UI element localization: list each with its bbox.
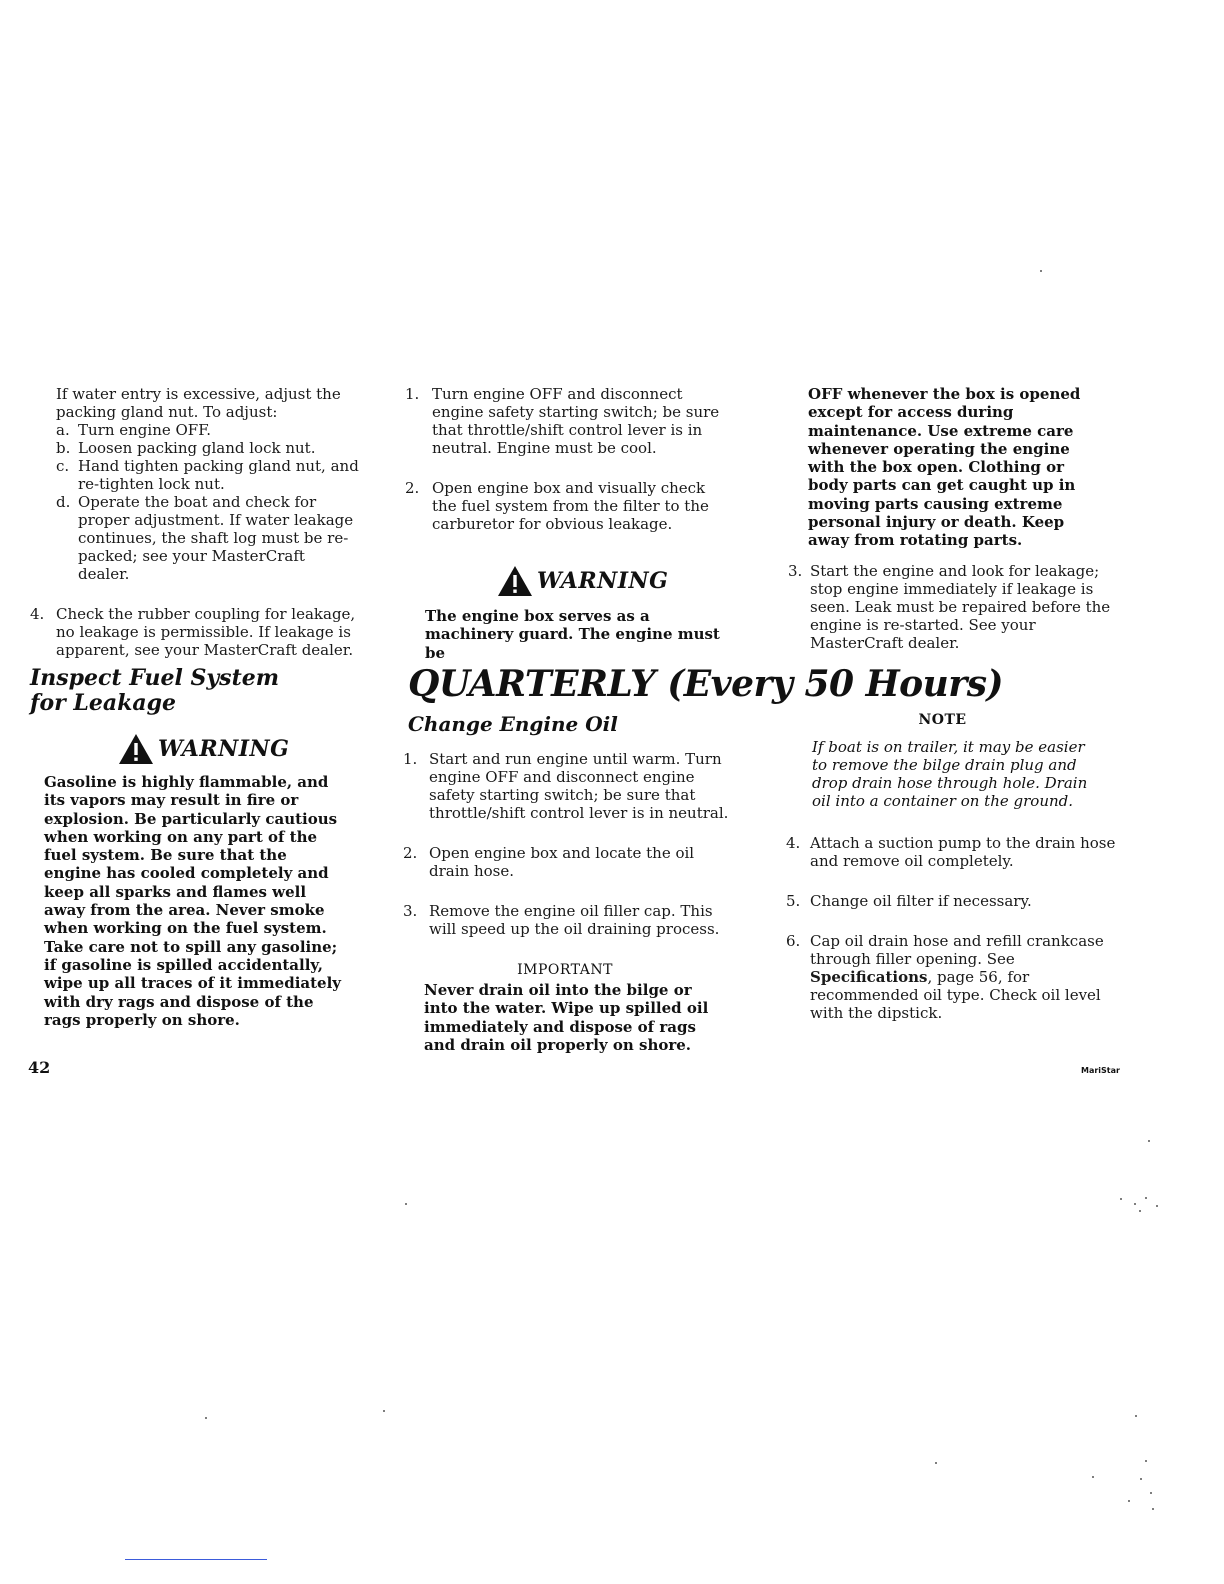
step-text: Turn engine OFF and disconnect engine safety starting switch; be sure that throttle/shift control lever is in neutral. Engine must be cool. bbox=[432, 385, 720, 457]
oil-step-3 bbox=[403, 902, 733, 938]
important-label: IMPORTANT bbox=[517, 962, 613, 978]
step-number: 4. bbox=[786, 834, 801, 852]
change-oil-heading: Change Engine Oil bbox=[408, 712, 618, 736]
bottom-rule bbox=[125, 1559, 267, 1560]
step-number: 5. bbox=[786, 892, 801, 910]
step-number: 4. bbox=[30, 605, 45, 623]
substep-mark: d. bbox=[56, 493, 71, 511]
warning-triangle-icon bbox=[497, 565, 533, 597]
substep-d bbox=[56, 493, 360, 583]
step-number: 1. bbox=[405, 385, 420, 403]
oil-steps-right bbox=[786, 834, 1116, 1022]
step-number: 2. bbox=[405, 479, 420, 497]
step-number: 3. bbox=[788, 562, 803, 580]
step-6-post: , page 56, for recommended oil type. Check oil level with the dipstick. bbox=[810, 968, 1101, 1022]
step-text bbox=[810, 932, 1116, 1022]
warning-triangle-icon bbox=[118, 733, 154, 765]
page-number: 42 bbox=[28, 1058, 51, 1077]
step-text: Remove the engine oil filler cap. This will speed up the oil draining process. bbox=[429, 902, 720, 938]
oil-step-5 bbox=[786, 892, 1116, 910]
warning-label: WARNING bbox=[537, 568, 669, 594]
engine-box-warning-text: The engine box serves as a machinery guard. The engine must be bbox=[425, 607, 720, 662]
substep-list bbox=[30, 421, 360, 583]
oil-step-6 bbox=[786, 932, 1116, 1022]
step-4-coupling bbox=[30, 605, 360, 659]
substep-mark: a. bbox=[56, 421, 70, 439]
step-6-pre: Cap oil drain hose and refill crankcase through filler opening. See bbox=[810, 932, 1104, 968]
step-number: 1. bbox=[403, 750, 418, 768]
engine-box-warning-continued: OFF whenever the box is opened except for access during maintenance. Use extreme care whenever operating the engine with the box open. Clothing or body parts can get caught up in moving parts causing extreme personal injury or death. Keep away from rotating parts. bbox=[808, 385, 1081, 550]
substep-a bbox=[56, 421, 360, 439]
section-title: QUARTERLY (Every 50 Hours) bbox=[408, 663, 1004, 705]
substep-mark: b. bbox=[56, 439, 71, 457]
fuel-warning-text: Gasoline is highly flammable, and its vapors may result in fire or explosion. Be particularly cautious when working on any part of the fuel system. Be sure that the engine has cooled completely and keep all sparks and flames well away from the area. Never smoke when working on the fuel system. Take care not to spill any gasoline; if gasoline is spilled accidentally, wipe up all traces of it immediately with dry rags and dispose of the rags properly on shore. bbox=[44, 773, 342, 1029]
step-text: Open engine box and locate the oil drain hose. bbox=[429, 844, 695, 880]
note-label: NOTE bbox=[918, 712, 967, 728]
step-text: Attach a suction pump to the drain hose and remove oil completely. bbox=[810, 834, 1116, 870]
column-2 bbox=[405, 385, 730, 533]
oil-step-1 bbox=[403, 750, 733, 822]
substep-mark: c. bbox=[56, 457, 70, 475]
substep-text: Hand tighten packing gland nut, and re-tighten lock nut. bbox=[78, 457, 359, 493]
note-text: If boat is on trailer, it may be easier to remove the bilge drain plug and drop drain hose through hole. Drain oil into a container on the ground. bbox=[812, 738, 1088, 810]
fuel-step-1 bbox=[405, 385, 730, 457]
step-text: Start the engine and look for leakage; stop engine immediately if leakage is seen. Leak must be repaired before the engine is re-started. See your MasterCraft dealer. bbox=[810, 562, 1111, 652]
substep-text: Loosen packing gland lock nut. bbox=[78, 439, 316, 457]
substep-text: Operate the boat and check for proper adjustment. If water leakage continues, the shaft log must be re-packed; see your MasterCraft dealer. bbox=[78, 493, 354, 583]
step-text: Check the rubber coupling for leakage, no leakage is permissible. If leakage is apparent, see your MasterCraft dealer. bbox=[56, 605, 356, 659]
step-number: 2. bbox=[403, 844, 418, 862]
warning-label: WARNING bbox=[158, 736, 290, 762]
warning-header-engine-box bbox=[497, 565, 668, 597]
substep-text: Turn engine OFF. bbox=[78, 421, 212, 439]
step-number: 6. bbox=[786, 932, 801, 950]
substep-c bbox=[56, 457, 360, 493]
important-text: Never drain oil into the bilge or into the water. Wipe up spilled oil immediately and dispose of rags and drain oil properly on shore. bbox=[424, 981, 709, 1054]
step-text: Change oil filter if necessary. bbox=[810, 892, 1032, 910]
fuel-system-heading: Inspect Fuel System for Leakage bbox=[30, 665, 280, 716]
brand-mark: MariStar bbox=[1081, 1066, 1120, 1075]
substep-b bbox=[56, 439, 360, 457]
step-number: 3. bbox=[403, 902, 418, 920]
column-1 bbox=[30, 385, 360, 659]
warning-header-fuel bbox=[118, 733, 289, 765]
oil-step-2 bbox=[403, 844, 733, 880]
oil-steps-left bbox=[403, 750, 733, 938]
specifications-ref: Specifications bbox=[810, 968, 928, 986]
step-text: Start and run engine until warm. Turn engine OFF and disconnect engine safety starting switch; be sure that throttle/shift control lever is in neutral. bbox=[429, 750, 729, 822]
packing-intro: If water entry is excessive, adjust the packing gland nut. To adjust: bbox=[56, 385, 341, 421]
fuel-step-3 bbox=[788, 562, 1123, 652]
fuel-step-2 bbox=[405, 479, 730, 533]
step-text: Open engine box and visually check the fuel system from the filter to the carburetor for obvious leakage. bbox=[432, 479, 709, 533]
oil-step-4 bbox=[786, 834, 1116, 870]
